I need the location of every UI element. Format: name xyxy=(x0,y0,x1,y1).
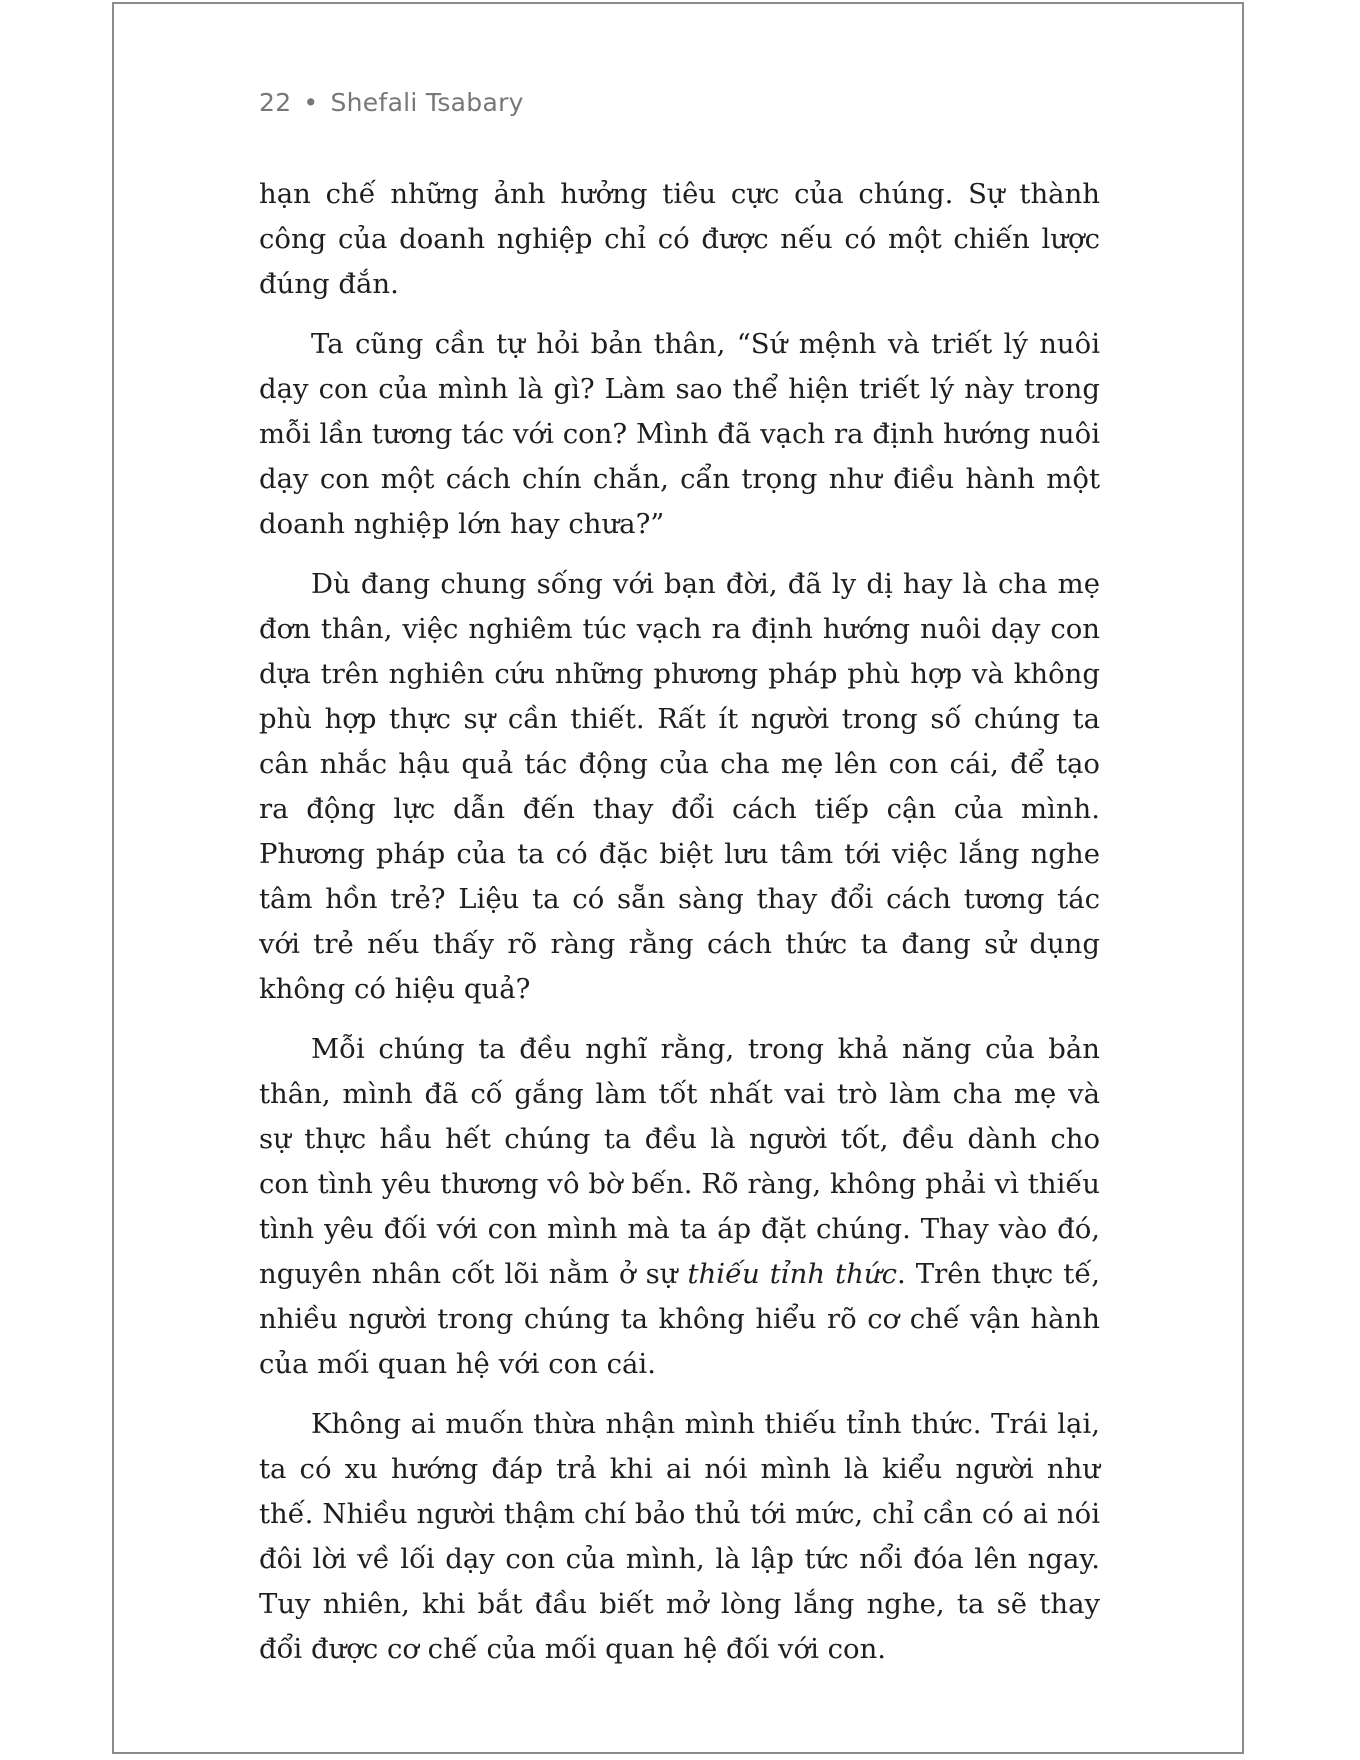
paragraph-4-text-start: Mỗi chúng ta đều nghĩ rằng, trong khả năng của bản thân, mình đã cố gắng làm tốt nhất vai trò làm cha mẹ và sự thực hầu hết chúng ta đều là người tốt, đều dành cho con tình yêu thương vô bờ bến. Rõ ràng, không phải vì thiếu tình yêu đối với con mình mà ta áp đặt chúng. Thay vào đó, nguyên nhân cốt lõi nằm ở sự xyxy=(259,1033,1100,1290)
page-number: 22 xyxy=(259,88,292,117)
header-separator: • xyxy=(303,88,319,117)
running-head xyxy=(259,88,524,117)
paragraph-4-text-end: . Trên thực tế, nhiều người trong chúng ta không hiểu rõ cơ chế vận hành của mối quan hệ với con cái. xyxy=(259,1258,1100,1380)
body-text xyxy=(259,172,1100,1687)
paragraph-1: hạn chế những ảnh hưởng tiêu cực của chúng. Sự thành công của doanh nghiệp chỉ có được nếu có một chiến lược đúng đắn. xyxy=(259,178,1100,300)
paragraph-5: Không ai muốn thừa nhận mình thiếu tỉnh thức. Trái lại, ta có xu hướng đáp trả khi ai nói mình là kiểu người như thế. Nhiều người thậm chí bảo thủ tới mức, chỉ cần có ai nói đôi lời về lối dạy con của mình, là lập tức nổi đóa lên ngay. Tuy nhiên, khi bắt đầu biết mở lòng lắng nghe, ta sẽ thay đổi được cơ chế của mối quan hệ đối với con. xyxy=(259,1408,1100,1665)
paragraph-2: Ta cũng cần tự hỏi bản thân, “Sứ mệnh và triết lý nuôi dạy con của mình là gì? Làm sao thể hiện triết lý này trong mỗi lần tương tác với con? Mình đã vạch ra định hướng nuôi dạy con một cách chín chắn, cẩn trọng như điều hành một doanh nghiệp lớn hay chưa?” xyxy=(259,328,1100,540)
paragraph-4 xyxy=(259,1027,1100,1387)
paragraph-3: Dù đang chung sống với bạn đời, đã ly dị hay là cha mẹ đơn thân, việc nghiêm túc vạch ra định hướng nuôi dạy con dựa trên nghiên cứu những phương pháp phù hợp và không phù hợp thực sự cần thiết. Rất ít người trong số chúng ta cân nhắc hậu quả tác động của cha mẹ lên con cái, để tạo ra động lực dẫn đến thay đổi cách tiếp cận của mình. Phương pháp của ta có đặc biệt lưu tâm tới việc lắng nghe tâm hồn trẻ? Liệu ta có sẵn sàng thay đổi cách tương tác với trẻ nếu thấy rõ ràng rằng cách thức ta đang sử dụng không có hiệu quả? xyxy=(259,568,1100,1005)
author-name: Shefali Tsabary xyxy=(330,88,524,117)
paragraph-4-emphasis: thiếu tỉnh thức xyxy=(687,1258,897,1290)
